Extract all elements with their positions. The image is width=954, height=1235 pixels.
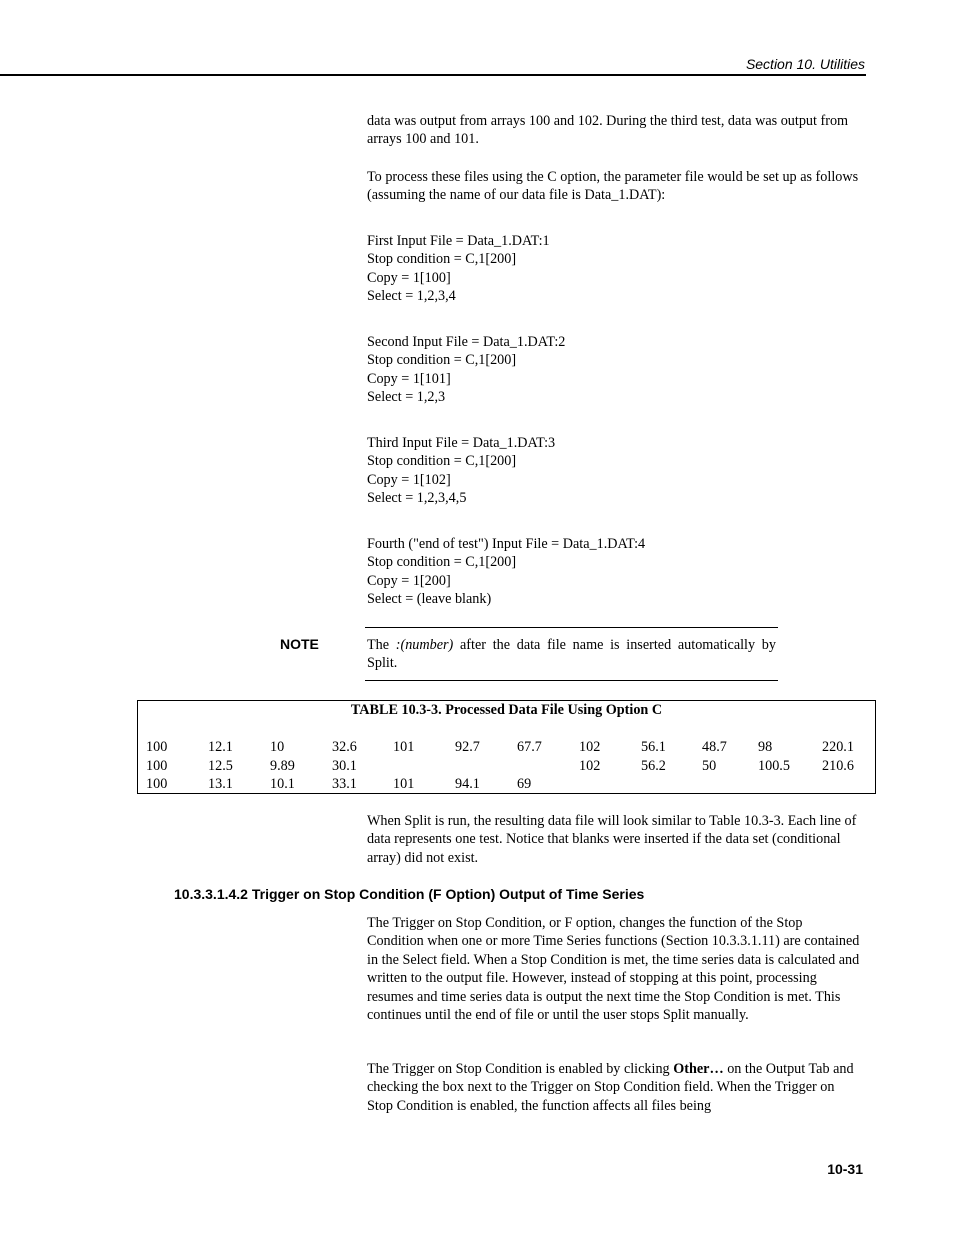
section-paragraph-1 bbox=[367, 914, 862, 1024]
param-line: Select = 1,2,3 bbox=[367, 389, 446, 406]
param-line: Stop condition = C,1[200] bbox=[367, 554, 517, 571]
section-text-1: The Trigger on Stop Condition, or F option, changes the function of the Stop Condition when one or more Time Series functions (Section 10.3.3.1.11) are contained in the Select field. When a Stop Condition is met, the time series data is calculated and written to the output file. However, instead of stopping at this point, processing resumes and time series data is output the next time the Stop Condition is met. This continues until the end of file or until the user stops Split manually. bbox=[367, 915, 860, 1024]
note-text-post: after the data file name is inserted automatically by Split. bbox=[367, 637, 776, 672]
note-label: NOTE bbox=[280, 636, 319, 652]
table-cell: 13.1 bbox=[208, 776, 233, 792]
table-cell: 30.1 bbox=[332, 758, 357, 774]
table-cell: 12.5 bbox=[208, 758, 233, 774]
param-block-first bbox=[367, 232, 862, 306]
processed-data-table bbox=[137, 700, 876, 794]
param-line: Stop condition = C,1[200] bbox=[367, 251, 517, 268]
param-line: Stop condition = C,1[200] bbox=[367, 453, 517, 470]
section-text-2-pre: The Trigger on Stop Condition is enabled by clicking bbox=[367, 1061, 674, 1077]
table-cell: 101 bbox=[393, 776, 415, 792]
param-line: Select = (leave blank) bbox=[367, 591, 492, 608]
table-cell: 10.1 bbox=[270, 776, 295, 792]
table-cell: 12.1 bbox=[208, 739, 233, 755]
section-paragraph-2 bbox=[367, 1060, 862, 1115]
param-line: Copy = 1[200] bbox=[367, 572, 451, 589]
param-line: Copy = 1[101] bbox=[367, 370, 451, 387]
table-cell: 220.1 bbox=[822, 739, 854, 755]
intro-text-2: To process these files using the C option, the parameter file would be set up as follows (assuming the name of our data file is Data_1.DAT): bbox=[367, 169, 859, 204]
table-row bbox=[138, 776, 875, 794]
note-text bbox=[367, 636, 776, 673]
note-rule-bottom bbox=[365, 680, 778, 681]
table-cell: 100 bbox=[146, 758, 168, 774]
table-row bbox=[138, 758, 875, 776]
table-cell: 69 bbox=[517, 776, 532, 792]
note-text-emphasis: :(number) bbox=[395, 637, 454, 653]
param-line: Copy = 1[100] bbox=[367, 269, 451, 286]
param-line: Third Input File = Data_1.DAT:3 bbox=[367, 435, 556, 451]
note-text-pre: The bbox=[367, 637, 396, 653]
table-cell: 102 bbox=[579, 758, 601, 774]
intro-paragraph-2 bbox=[367, 168, 862, 205]
table-cell: 210.6 bbox=[822, 758, 854, 774]
intro-text-1: data was output from arrays 100 and 102. During the third test, data was output from arrays 100 and 101. bbox=[367, 113, 849, 148]
table-cell: 102 bbox=[579, 739, 601, 755]
intro-paragraph-1 bbox=[367, 112, 862, 149]
param-block-fourth bbox=[367, 535, 862, 609]
after-table-text: When Split is run, the resulting data file will look similar to Table 10.3-3. Each line of data represents one test. Notice that blanks were inserted if the data set (conditional array) did not exist. bbox=[367, 813, 857, 866]
table-caption: TABLE 10.3-3. Processed Data File Using Option C bbox=[350, 702, 663, 718]
table-cell: 67.7 bbox=[517, 739, 542, 755]
param-line: Stop condition = C,1[200] bbox=[367, 352, 517, 369]
after-table-paragraph bbox=[367, 812, 862, 867]
other-menu-reference: Other… bbox=[673, 1061, 724, 1077]
param-line: Second Input File = Data_1.DAT:2 bbox=[367, 334, 566, 350]
table-cell: 33.1 bbox=[332, 776, 357, 792]
param-line: Select = 1,2,3,4 bbox=[367, 288, 456, 305]
param-line: Select = 1,2,3,4,5 bbox=[367, 490, 467, 507]
table-row bbox=[138, 739, 875, 757]
param-line: Copy = 1[102] bbox=[367, 471, 451, 488]
note-rule-top bbox=[365, 627, 778, 628]
table-cell: 56.1 bbox=[641, 739, 666, 755]
table-cell: 100.5 bbox=[758, 758, 790, 774]
section-text-2-post: on the Output Tab and checking the box next to the Trigger on Stop Condition field. When the Trigger on Stop Condition is enabled, the function affects all files being bbox=[367, 1061, 854, 1114]
table-cell: 100 bbox=[146, 776, 168, 792]
table-cell: 32.6 bbox=[332, 739, 357, 755]
page-number: 10-31 bbox=[827, 1161, 863, 1177]
param-line: Fourth ("end of test") Input File = Data_1.DAT:4 bbox=[367, 536, 646, 552]
param-block-third bbox=[367, 434, 862, 508]
table-cell: 56.2 bbox=[641, 758, 666, 774]
header-rule bbox=[0, 74, 866, 76]
table-cell: 92.7 bbox=[455, 739, 480, 755]
param-block-second bbox=[367, 333, 862, 407]
table-cell: 94.1 bbox=[455, 776, 480, 792]
section-heading: 10.3.3.1.4.2 Trigger on Stop Condition (F Option) Output of Time Series bbox=[174, 886, 645, 902]
section-text-2 bbox=[367, 1060, 862, 1115]
table-cell: 10 bbox=[270, 739, 285, 755]
table-cell: 48.7 bbox=[702, 739, 727, 755]
table-cell: 9.89 bbox=[270, 758, 295, 774]
section-header: Section 10. Utilities bbox=[745, 56, 865, 72]
table-cell: 50 bbox=[702, 758, 717, 774]
table-cell: 98 bbox=[758, 739, 773, 755]
table-cell: 100 bbox=[146, 739, 168, 755]
table-cell: 101 bbox=[393, 739, 415, 755]
param-line: First Input File = Data_1.DAT:1 bbox=[367, 233, 550, 249]
